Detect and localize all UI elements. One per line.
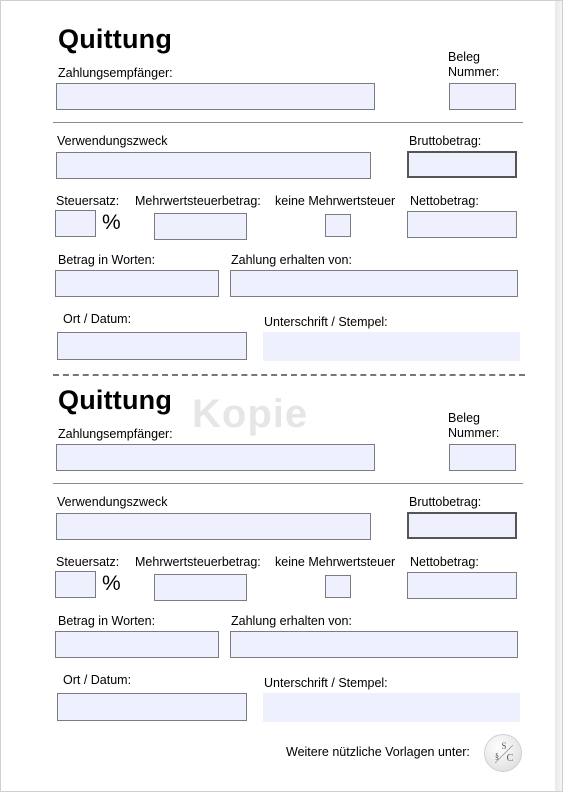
no-vat-label: keine Mehrwertsteuer (275, 555, 396, 569)
signature-area[interactable] (263, 693, 520, 722)
receipt-number-label (448, 50, 499, 80)
amount-in-words-field[interactable] (55, 631, 219, 658)
vat-amount-label: Mehrwertsteuerbetrag: (135, 194, 261, 208)
net-amount-label: Nettobetrag: (410, 555, 479, 569)
payee-field[interactable] (56, 83, 375, 110)
tax-rate-label: Steuersatz: (56, 555, 120, 569)
receipt-number-label-line2: Nummer: (448, 426, 500, 440)
payee-field[interactable] (56, 444, 375, 471)
amount-in-words-label: Betrag in Worten: (58, 253, 156, 267)
amount-in-words-field[interactable] (55, 270, 219, 297)
footer-text: Weitere nützliche Vorlagen unter: (286, 745, 470, 759)
purpose-field[interactable] (56, 152, 371, 179)
place-date-field[interactable] (57, 332, 247, 360)
place-date-label: Ort / Datum: (63, 673, 132, 687)
separator-line (53, 483, 523, 484)
gross-amount-label: Bruttobetrag: (409, 495, 482, 509)
purpose-field[interactable] (56, 513, 371, 540)
percent-sign: % (102, 211, 121, 234)
logo-letter-c: C (506, 753, 514, 764)
percent-sign: % (102, 572, 121, 595)
gross-amount-field[interactable] (407, 151, 517, 178)
receipt-number-label (448, 411, 499, 441)
vat-amount-field[interactable] (154, 213, 247, 240)
purpose-label: Verwendungszweck (57, 134, 168, 148)
receipt-number-label-line1: Beleg (448, 411, 480, 425)
received-from-field[interactable] (230, 631, 518, 658)
net-amount-field[interactable] (407, 211, 517, 238)
amount-in-words-label: Betrag in Worten: (58, 614, 156, 628)
receipt-number-label-line1: Beleg (448, 50, 480, 64)
receipt-title: Quittung (58, 385, 173, 415)
purpose-label: Verwendungszweck (57, 495, 168, 509)
tax-rate-field[interactable] (55, 571, 96, 598)
tax-rate-field[interactable] (55, 210, 96, 237)
payee-label: Zahlungsempfänger: (58, 66, 173, 80)
copy-watermark: Kopie (192, 392, 309, 436)
logo-mark (485, 735, 523, 773)
gross-amount-field[interactable] (407, 512, 517, 539)
no-vat-label: keine Mehrwertsteuer (275, 194, 396, 208)
received-from-label: Zahlung erhalten von: (231, 614, 352, 628)
no-vat-checkbox[interactable] (325, 575, 351, 598)
receipt-original (0, 0, 563, 370)
signature-area[interactable] (263, 332, 520, 361)
no-vat-checkbox[interactable] (325, 214, 351, 237)
signature-label: Unterschrift / Stempel: (264, 315, 388, 329)
logo-icon[interactable] (484, 734, 522, 772)
receipt-number-field[interactable] (449, 83, 516, 110)
receipt-number-field[interactable] (449, 444, 516, 471)
place-date-field[interactable] (57, 693, 247, 721)
net-amount-field[interactable] (407, 572, 517, 599)
tax-rate-label: Steuersatz: (56, 194, 120, 208)
net-amount-label: Nettobetrag: (410, 194, 479, 208)
separator-line (53, 122, 523, 123)
payee-label: Zahlungsempfänger: (58, 427, 173, 441)
receipt-title: Quittung (58, 24, 173, 54)
receipt-number-label-line2: Nummer: (448, 65, 500, 79)
place-date-label: Ort / Datum: (63, 312, 132, 326)
logo-paragraph-sign: § (495, 752, 499, 761)
received-from-field[interactable] (230, 270, 518, 297)
logo-letter-s: S (501, 741, 507, 751)
signature-label: Unterschrift / Stempel: (264, 676, 388, 690)
gross-amount-label: Bruttobetrag: (409, 134, 482, 148)
vat-amount-label: Mehrwertsteuerbetrag: (135, 555, 261, 569)
received-from-label: Zahlung erhalten von: (231, 253, 352, 267)
vat-amount-field[interactable] (154, 574, 247, 601)
